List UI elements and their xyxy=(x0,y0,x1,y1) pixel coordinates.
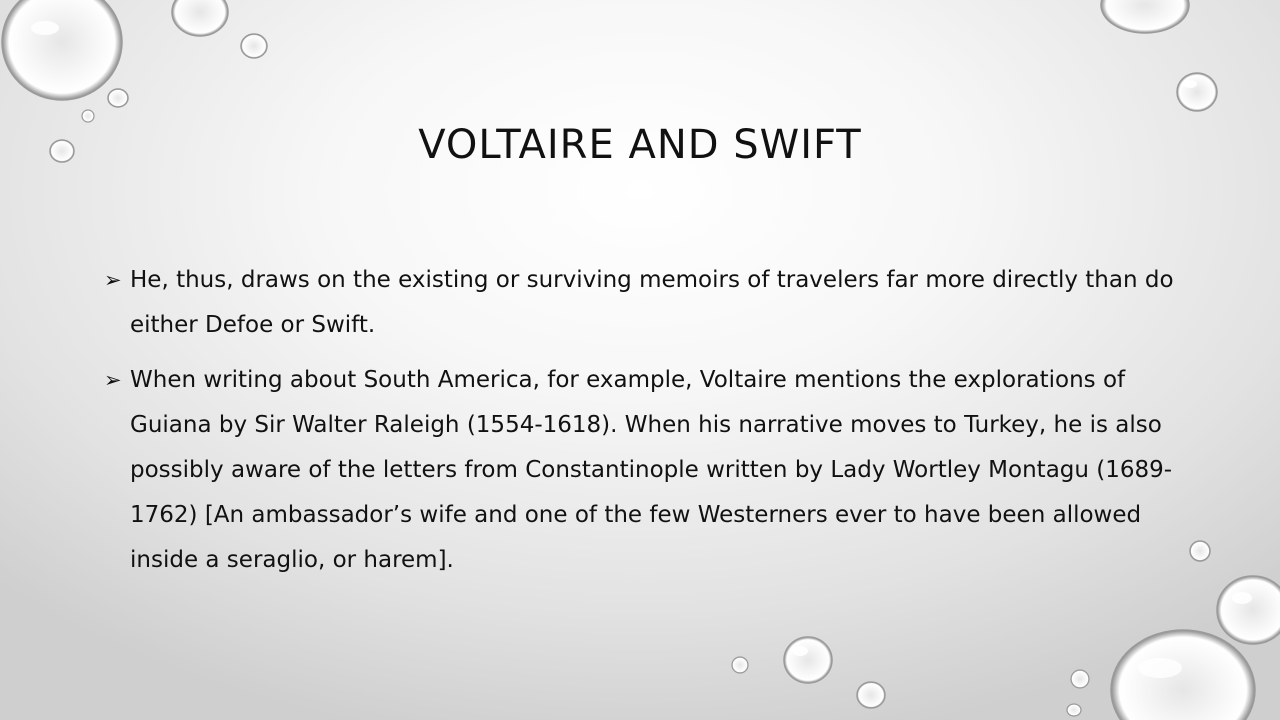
top-right-drops xyxy=(1101,0,1217,111)
bullet-list xyxy=(104,258,1174,593)
slide-title: VOLTAIRE AND SWIFT xyxy=(418,122,862,168)
arrow-bullet-icon: ➢ xyxy=(104,368,122,392)
bullet-text: He, thus, draws on the existing or surviving memoirs of travelers far more directly than do either Defoe or Swift. xyxy=(130,267,1174,338)
bullet-text: When writing about South America, for example, Voltaire mentions the explorations of Guiana by Sir Walter Raleigh (1554-1618). When his narrative moves to Turkey, he is also possibly aware of the letters from Constantinople written by Lady Wortley Montagu (1689-1762) [An ambassador’s wife and one of the few Westerners ever to have been allowed inside a seraglio, or harem]. xyxy=(130,367,1173,573)
bullet-item xyxy=(104,258,1174,348)
arrow-bullet-icon: ➢ xyxy=(104,268,122,292)
bullet-item xyxy=(104,358,1174,583)
